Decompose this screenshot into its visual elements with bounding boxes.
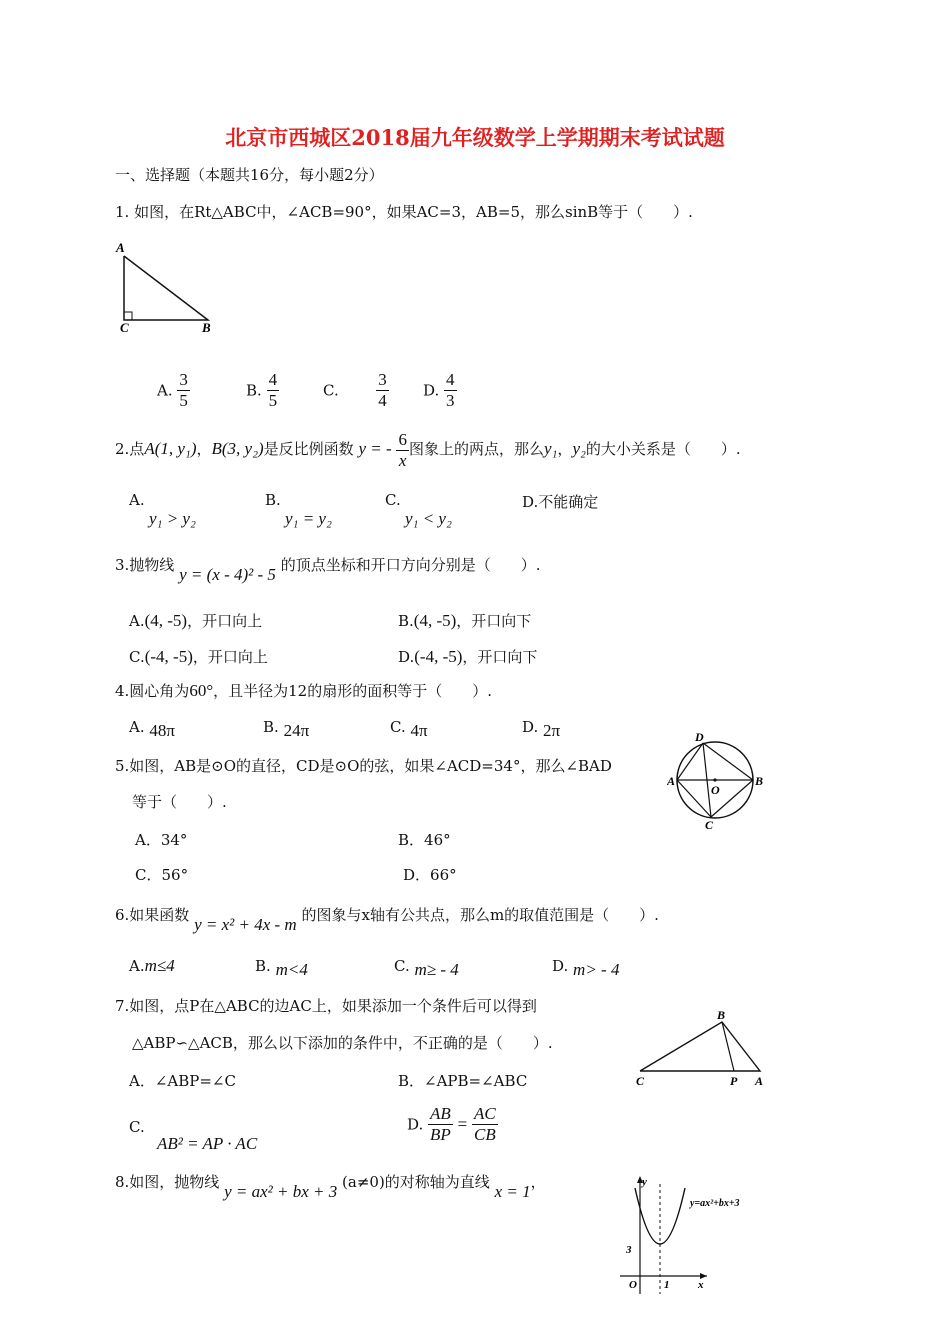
q5-circle-figure (667, 728, 772, 833)
q3-option-a[interactable]: A.(4, -5)，开口向上 (129, 611, 263, 630)
q6-option-b[interactable]: B. m<4 (255, 957, 308, 979)
q7-option-d[interactable]: D. $\frac{AB}{BP}$ = $\frac{AC}{CB}$ (407, 1104, 496, 1144)
q5-stem-line1: 5.如图，AB是⊙O的直径，CD是⊙O的弦，如果∠ACD=34°，那么∠BAD (115, 757, 612, 775)
q7-label-c: C (636, 1074, 645, 1088)
q5-option-c[interactable]: C．56° (135, 866, 189, 884)
q1-label-b: B (202, 320, 211, 335)
q2-option-b[interactable]: B. y₁ = y₂ (265, 491, 332, 528)
q1-label-c: C (120, 320, 129, 335)
q5-label-a: A (667, 774, 676, 788)
q5-option-a[interactable]: A．34° (135, 831, 188, 849)
q4-option-b[interactable]: B. 24π (263, 718, 310, 740)
q7-stem-line1: 7.如图，点P在△ABC的边AC上，如果添加一个条件后可以得到 (115, 997, 537, 1015)
q8-label-o: O (629, 1279, 637, 1291)
q2-option-c[interactable]: C. y₁ < y₂ (385, 491, 452, 528)
page-title: 北京市西城区2018届九年级数学上学期期末考试试题 (225, 125, 725, 150)
q1-option-d[interactable]: D. $\frac{4}{3}$ (423, 370, 455, 410)
q7-option-c[interactable]: C. AB² = AP · AC (129, 1118, 258, 1153)
q8-label-x: x (698, 1279, 704, 1291)
q8-label-curve: y=ax²+bx+3 (690, 1198, 740, 1209)
q7-option-a[interactable]: A．∠ABP=∠C (129, 1072, 236, 1090)
q3-option-b[interactable]: B.(4, -5)，开口向下 (398, 611, 532, 630)
q2-option-a[interactable]: A. y₁ > y₂ (129, 491, 196, 528)
q6-option-a[interactable]: A.m≤4 (129, 956, 175, 975)
q2-option-d[interactable]: D.不能确定 (522, 493, 599, 511)
q5-option-b[interactable]: B．46° (398, 831, 451, 849)
q1-option-a[interactable]: A. $\frac{3}{5}$ (157, 370, 188, 410)
q7-label-p: P (730, 1074, 738, 1088)
q7-label-a: A (755, 1074, 764, 1088)
q8-label-three: 3 (626, 1244, 632, 1256)
q6-stem: 6.如果函数 y = x² + 4x - m 的图象与x轴有公共点，那么m的取值范围是（ ）. (115, 906, 659, 934)
q1-label-a: A (116, 240, 125, 255)
q1-option-b[interactable]: B. $\frac{4}{5}$ (246, 370, 278, 410)
q1-option-c[interactable]: C. $\frac{3}{4}$ (323, 370, 387, 410)
q8-parabola-figure (612, 1170, 772, 1300)
q7-stem-line2: △ABP∽△ACB，那么以下添加的条件中，不正确的是（ ）. (132, 1034, 553, 1052)
q7-triangle-figure (632, 1006, 772, 1090)
q5-label-c: C (705, 818, 714, 832)
q4-option-d[interactable]: D. 2π (522, 718, 561, 740)
q1-stem: 1. 如图，在Rt△ABC中，∠ACB=90°，如果AC=3，AB=5，那么sinB等于（ ）. (115, 203, 693, 221)
q8-label-one: 1 (664, 1279, 670, 1291)
q7-label-b: B (717, 1008, 726, 1022)
q6-option-c[interactable]: C. m≥ - 4 (394, 957, 459, 979)
q7-option-b[interactable]: B．∠APB=∠ABC (398, 1072, 528, 1090)
q5-label-o: O (711, 783, 720, 797)
q8-label-y: y (642, 1176, 647, 1188)
q4-option-a[interactable]: A. 48π (129, 718, 175, 740)
q3-option-c[interactable]: C.(-4, -5)，开口向上 (129, 647, 268, 666)
q3-option-d[interactable]: D.(-4, -5)，开口向下 (398, 647, 538, 666)
q2-stem: 2.点A(1, y₁)，B(3, y₂)是反比例函数 y = - $\frac{6}{x}$ 图象上的两点，那么y₁，y₂的大小关系是（ ）. (115, 429, 741, 470)
q4-stem: 4.圆心角为60°，且半径为12的扇形的面积等于（ ）. (115, 681, 492, 700)
q5-label-d: D (695, 730, 704, 744)
q5-stem-line2: 等于（ ）. (132, 793, 227, 811)
q5-label-b: B (755, 774, 764, 788)
q4-option-c[interactable]: C. 4π (390, 718, 428, 740)
q3-stem: 3.抛物线 y = (x - 4)² - 5 的顶点坐标和开口方向分别是（ ）. (115, 556, 541, 584)
q5-option-d[interactable]: D．66° (403, 866, 457, 884)
section-heading: 一、选择题（本题共16分，每小题2分） (115, 166, 384, 184)
q1-triangle-figure (112, 236, 232, 336)
q6-option-d[interactable]: D. m> - 4 (552, 957, 620, 979)
q8-stem: 8.如图，抛物线 y = ax² + bx + 3 (a≠0)的对称轴为直线 x = 1， (115, 1173, 546, 1201)
